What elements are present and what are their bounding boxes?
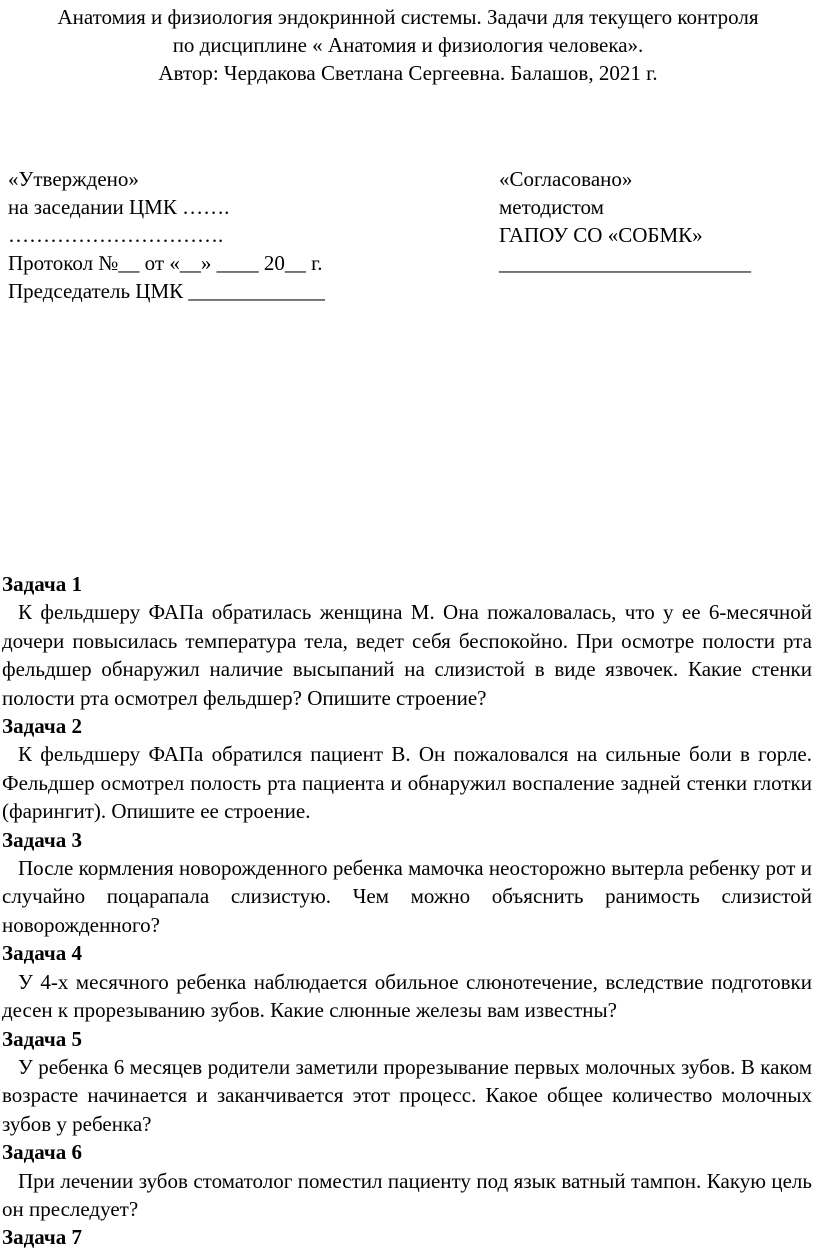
document-header	[0, 0, 816, 87]
task-title: Задача 6	[2, 1140, 82, 1165]
task-text: К фельдшеру ФАПа обратилась женщина М. Она пожаловалась, что у ее 6-месячной дочери повысилась температура тела, ведет себя беспокойно. При осмотре полости рта фельдшер обнаружил наличие высыпаний на слизистой в виде язвочек. Какие стенки полости рта осмотрел фельдшер? Опишите строение?	[2, 600, 812, 710]
approved-protocol: Протокол №__ от «__» ____ 20__ г.	[8, 251, 323, 275]
task-text: У ребенка 6 месяцев родители заметили прорезывание первых молочных зубов. В каком возрасте начинается и заканчивается этот процесс. Какое общее количество молочных зубов у ребенка?	[2, 1054, 812, 1136]
task-list	[0, 570, 812, 1252]
agreed-title: «Согласовано»	[499, 167, 633, 191]
approved-chairman: Председатель ЦМК _____________	[8, 279, 325, 303]
header-line-2: по дисциплине « Анатомия и физиология человека».	[172, 33, 644, 57]
approved-title: «Утверждено»	[8, 167, 139, 191]
header-line-3: Автор: Чердакова Светлана Сергеевна. Балашов, 2021 г.	[158, 61, 658, 85]
task-title: Задача 3	[2, 827, 82, 852]
approved-block	[8, 165, 325, 305]
task-title: Задача 1	[2, 572, 82, 596]
approved-line-2: ………………………….	[8, 223, 224, 247]
task-title: Задача 4	[2, 941, 82, 966]
task-text: При лечении зубов стоматолог поместил пациенту под язык ватный тампон. Какую цель он преследует?	[2, 1168, 812, 1221]
task-text: К фельдшеру ФАПа обратился пациент В. Он пожаловался на сильные боли в горле. Фельдшер осмотрел полость рта пациента и обнаружил воспаление задней стенки глотки (фарингит). Опишите ее строение.	[2, 742, 812, 824]
agreed-signature-line: ________________________	[499, 251, 751, 275]
task-text: После кормления новорожденного ребенка мамочка неосторожно вытерла ребенку рот и случайно поцарапала слизистую. Чем можно объяснить ранимость слизистой новорожденного?	[2, 856, 812, 937]
agreed-line-2: ГАПОУ СО «СОБМК»	[499, 223, 703, 247]
agreed-block	[499, 165, 751, 277]
task-text: У 4-х месячного ребенка наблюдается обильное слюнотечение, вследствие подготовки десен к прорезыванию зубов. Какие слюнные железы вам известны?	[2, 969, 812, 1023]
task-title: Задача 2	[2, 714, 82, 739]
task-title: Задача 7	[2, 1225, 82, 1250]
header-line-1: Анатомия и физиология эндокринной системы. Задачи для текущего контроля	[57, 5, 759, 29]
approved-line-1: на заседании ЦМК …….	[8, 195, 230, 219]
agreed-line-1: методистом	[499, 195, 604, 219]
task-title: Задача 5	[2, 1026, 82, 1051]
